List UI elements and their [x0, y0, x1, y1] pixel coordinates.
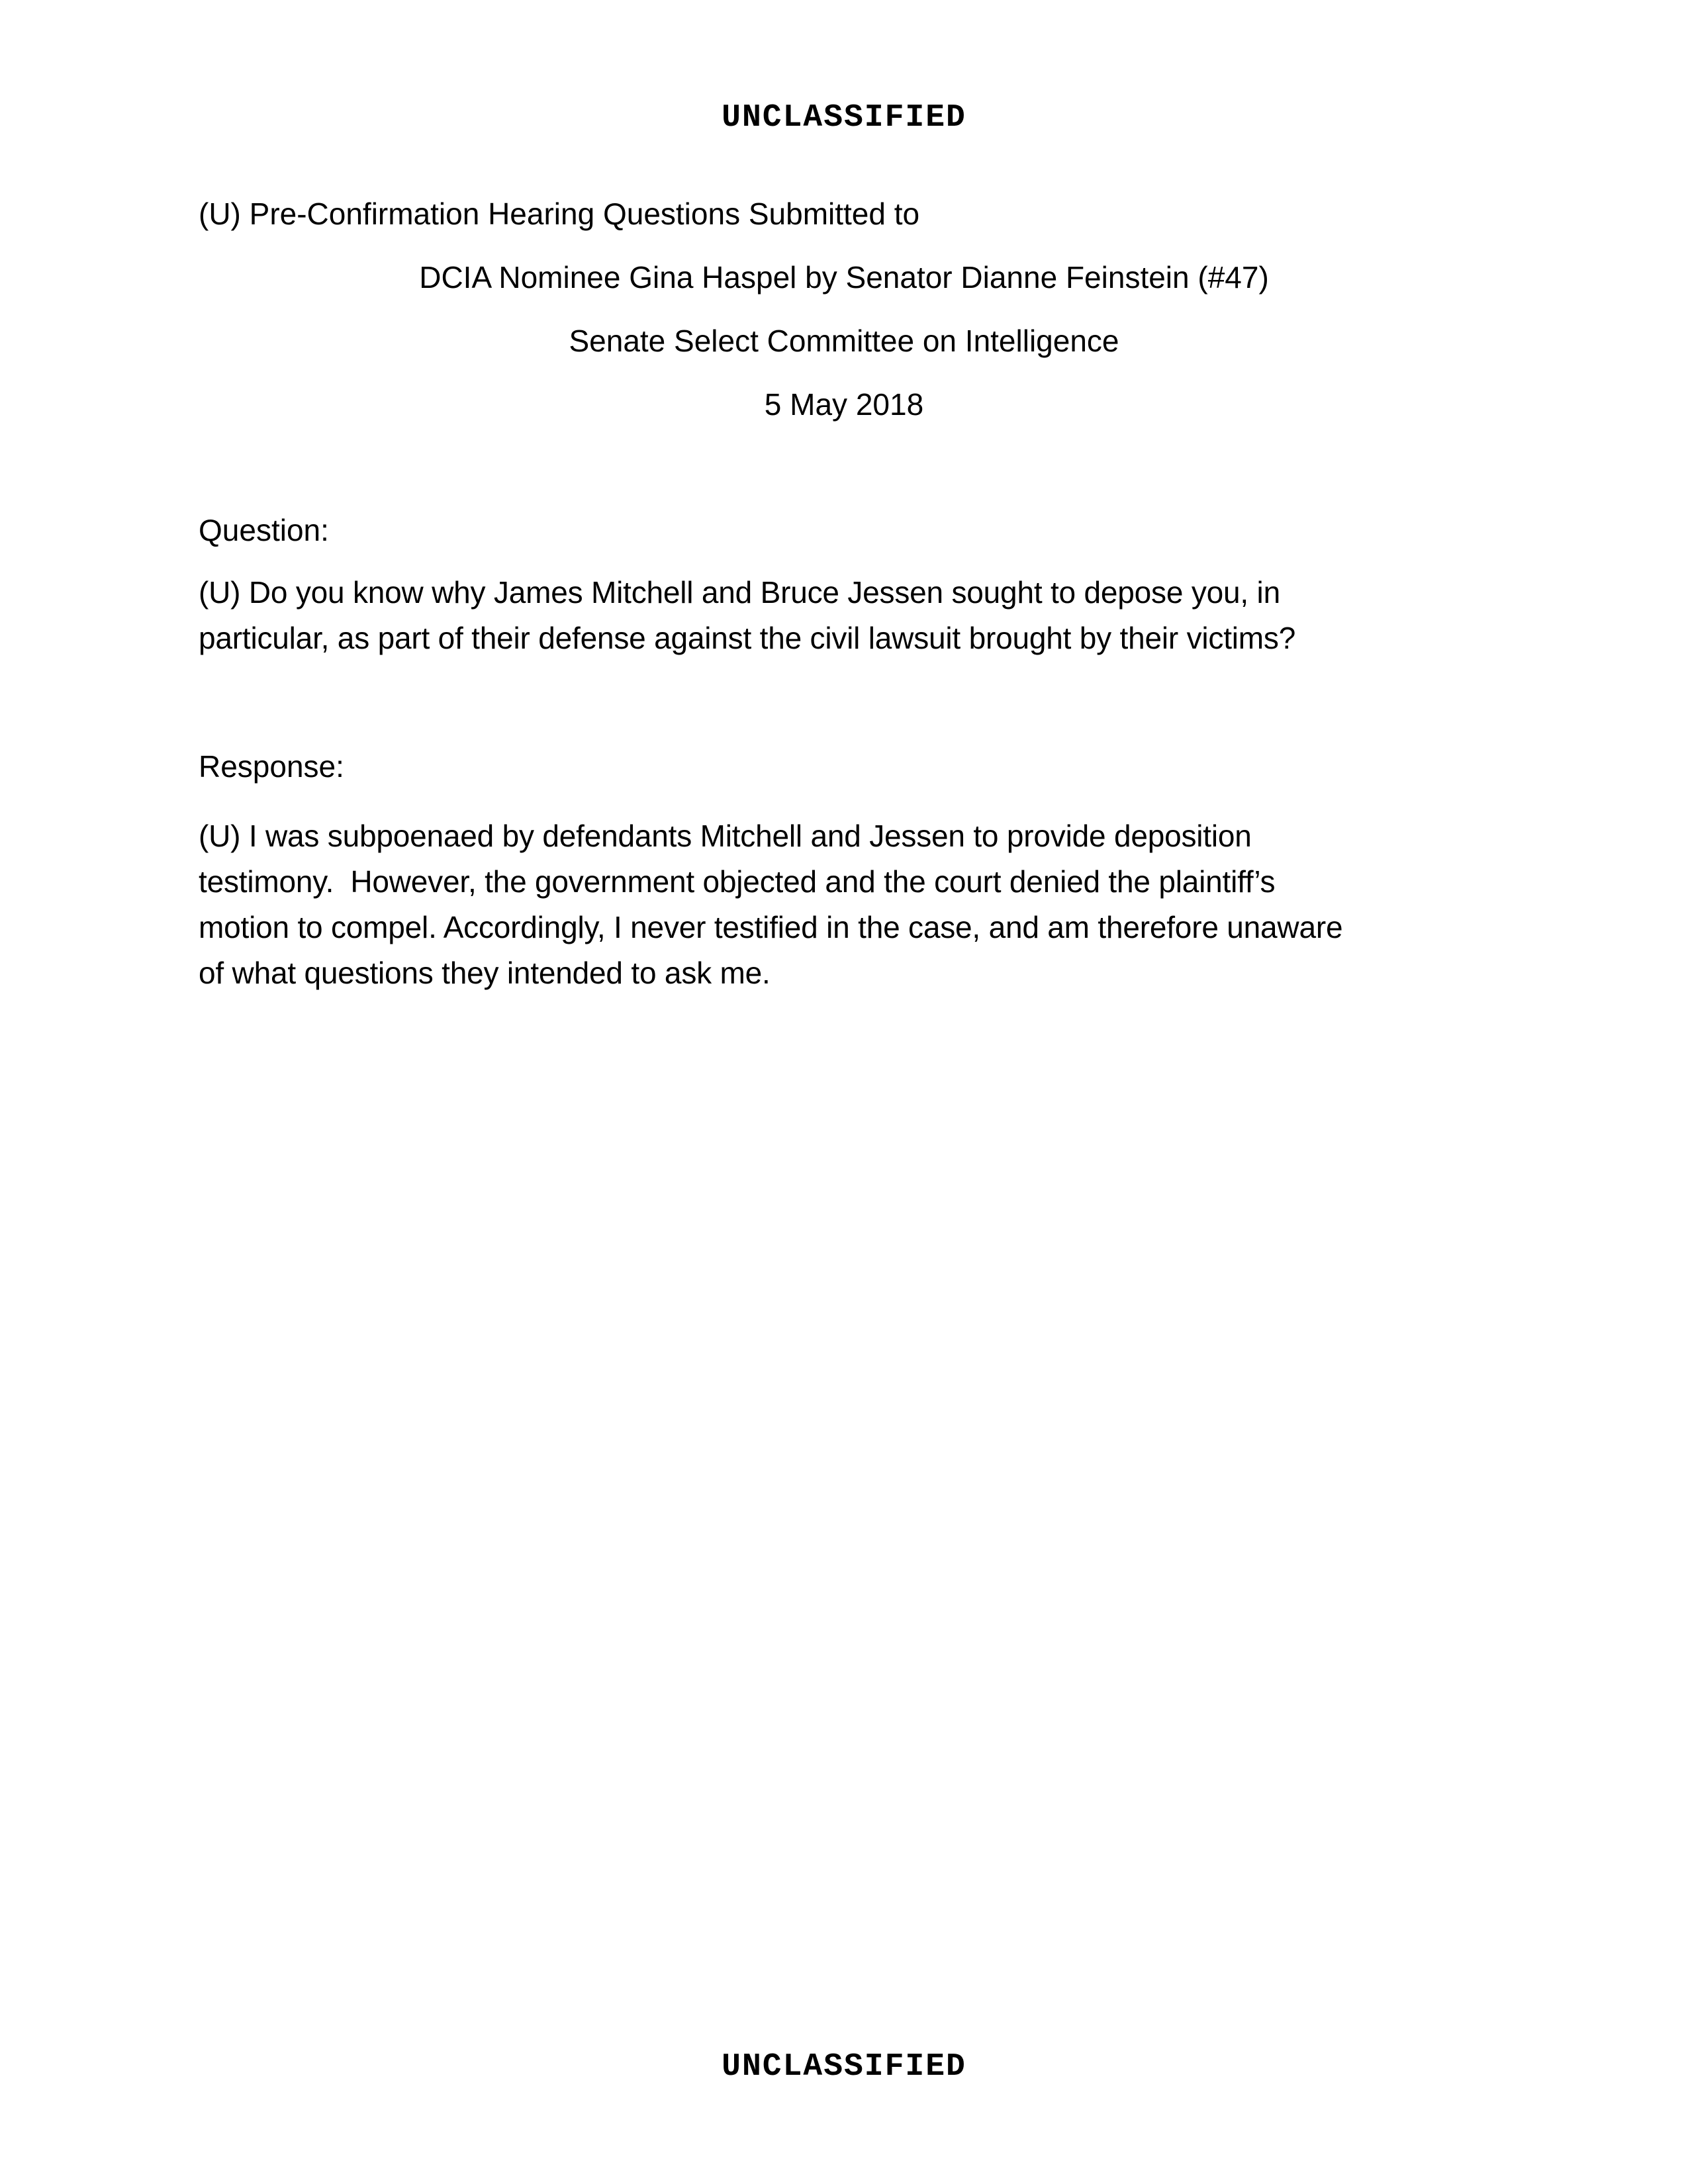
classification-banner-bottom: UNCLASSIFIED — [722, 2049, 966, 2085]
classification-banner-top: UNCLASSIFIED — [722, 100, 966, 136]
title-line-1: (U) Pre-Confirmation Hearing Questions Submitted to — [199, 197, 920, 231]
response-text-line-1: (U) I was subpoenaed by defendants Mitchell and Jessen to provide deposition — [199, 819, 1252, 853]
question-text — [199, 570, 1489, 661]
response-text-line-4: of what questions they intended to ask me. — [199, 956, 771, 990]
response-text-line-3: motion to compel. Accordingly, I never testified in the case, and am therefore unaware — [199, 910, 1343, 944]
title-line-3: Senate Select Committee on Intelligence — [569, 324, 1119, 358]
question-label: Question: — [199, 513, 329, 547]
question-text-line-1: (U) Do you know why James Mitchell and Bruce Jessen sought to depose you, in — [199, 575, 1280, 610]
question-text-line-2: particular, as part of their defense against the civil lawsuit brought by their victims? — [199, 621, 1296, 655]
response-text-line-2: testimony. However, the government objected and the court denied the plaintiff’s — [199, 864, 1276, 899]
response-label: Response: — [199, 749, 344, 784]
title-line-4-date: 5 May 2018 — [764, 387, 924, 422]
document-title-block — [199, 182, 1489, 436]
response-text — [199, 813, 1489, 996]
title-line-2: DCIA Nominee Gina Haspel by Senator Dianne Feinstein (#47) — [419, 260, 1269, 295]
